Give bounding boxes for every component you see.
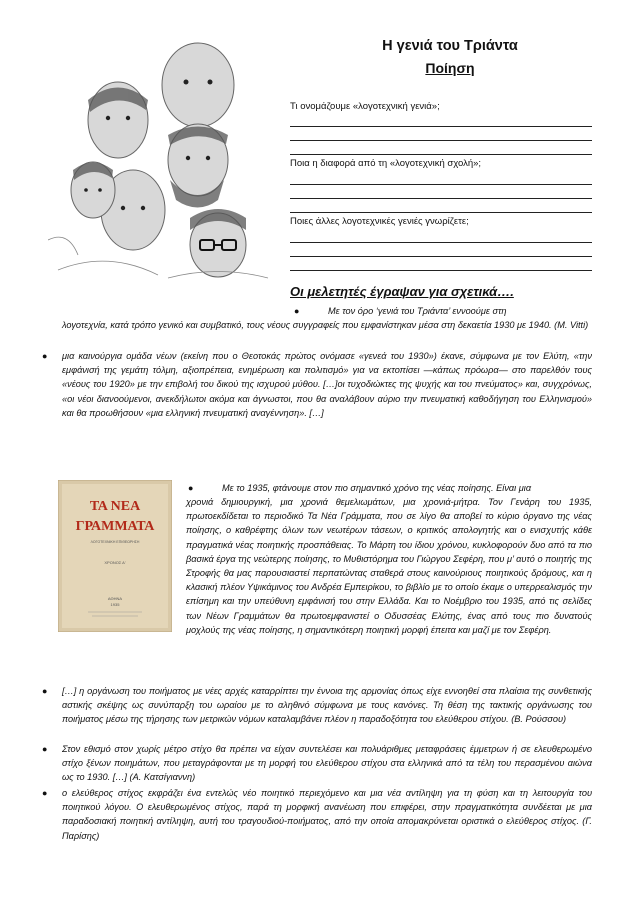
answer-line[interactable] <box>290 212 592 213</box>
quote6-text: ο ελεύθερος στίχος εκφράζει ένα εντελώς νέο ποιητικό περιεχόμενο και μια νέα αντίληψη για τη φύση και τη λειτουργία του ποιητικού λόγου. Ο ελευθερωμένος στίχος, παρά τη μορφική ανανέωση που επιφέρει, στην πραγματικότητα συνδέεται με μια παραδοσιακή ποιητική αντίληψη, αυτή του τραγουδιού-ποιήματος, από την οποία απομακρύνεται οριστικά ο ελεύθερος στίχος. (Γ. Παρίσης) <box>62 788 592 841</box>
answer-line[interactable] <box>290 242 592 243</box>
bullet-icon: ● <box>42 686 48 696</box>
book-city: ΑΘΗΝΑ <box>107 596 123 601</box>
book-volume: ΧΡΟΝΟΣ Α' <box>104 560 126 565</box>
poets-portrait-illustration <box>48 40 280 280</box>
quote1-text: λογοτεχνία, κατά τρόπο γενικό και συμβατικό, τους νέους συγγραφείς που εμφανίστηκαν μέσα στη δεκαετία 1930 με 1940. (M. Vitti) <box>62 320 589 330</box>
bullet-icon: ● <box>294 306 300 316</box>
quote4-text: […] η οργάνωση του ποιήματος με νέες αρχές καταρρίπτει την έννοια της αρμονίας όπως είχε εννοηθεί στα πλαίσια της συνθετικής αστικής σκέψης ως συνύπαρξη του ωραίου με το αληθινό σύμφωνα με τους κανόνες. Τη θέση της τακτικής οργάνωσης του ποιήματος μέσω της τήρησης των μετρικών νόμων καταλαμβάνει πλέον η παραδοξότητα του ελεύθερου στίχου. (Β. Ρούσσου) <box>62 686 592 725</box>
bullet-icon: ● <box>188 483 194 493</box>
book-title-line2: ΓΡΑΜΜΑΤΑ <box>75 519 155 534</box>
page-title: Η γενιά του Τριάντα <box>382 38 518 54</box>
book-subtitle: ΛΟΓΟΤΕΧΝΙΚΗ ΕΠΙΘΕΩΡΗΣΗ <box>90 540 140 544</box>
quote1-first-line: Με τον όρο ‘γενιά του Τριάντα’ εννοούμε στη <box>328 306 507 316</box>
quote5-text: Στον εθισμό στον χωρίς μέτρο στίχο θα πρέπει να είχαν συντελέσει και πολυάριθμες μεταφράσεις έμμετρων ή σε ελευθερωμένο στίχο ξένων ποιημάτων, που μεταγράφονται με τη μορφή του ελεύθερου στίχου στα ελληνικά από τα τέλη του περασμένου αιώνα ως το 1930. […] (Α. Κατσίγιαννη) <box>62 744 592 783</box>
book-cover-image <box>58 480 172 632</box>
answer-line[interactable] <box>290 256 592 257</box>
bullet-icon: ● <box>42 744 48 754</box>
question-3: Ποιες άλλες λογοτεχνικές γενιές γνωρίζετε; <box>290 216 469 227</box>
bullet-icon: ● <box>42 788 48 798</box>
bullet-icon: ● <box>42 351 48 361</box>
quote3-first-line: Με το 1935, φτάνουμε στον πιο σημαντικό χρόνο της νέας ποίησης. Είναι μια <box>222 483 532 493</box>
quote3-text: χρονιά δημιουργική, μια χρονιά θεμελιωμάτων, μια χρονιά-μήτρα. Τον Γενάρη του 1935, πρωτοεκδίδεται το περιοδικό Τα Νέα Γράμματα, που σε λίγο θα αποβεί το κύριο όργανο της νέας ποίησης, ο καθρέφτης όλων των νεωτέρων τάσεων, ο κριτικός απολογητής και ο ενισχυτής κάθε πραγματικά νέας ποιητικής προσπάθειας. Το Μάρτη του ίδιου χρόνου, κυκλοφορούν δυο από τα πιο βασικά έργα της νεώτερης ποίησης, το Μυθιστόρημα του Γιώργου Σεφέρη, που μ’ αυτό ο ποιητής της Στροφής θα μας παρουσιαστεί περπατώντας σταθερά στους καινούριους ποιητικούς δρόμους, και η κλασική πλέον Υψικάμινος του Ανδρέα Εμπειρίκου, το βιβλίο με το οποίο έκαμε ο υπερρεαλισμός την επίσημη και την υπεύθυνη εμφάνισή του στην Ελλάδα. Και το Νοέμβριο του 1935, από τις σελίδες των Νέων Γραμμάτων θα πρωτοεμφανιστεί ο Οδυσσέας Ελύτης, ένας από τους πιο δυνατούς μοχλούς της νέας ποίησης, η σημαντικότερη ποιητική μορφή έπειτα και μαζί με τον Σεφέρη. <box>186 497 592 635</box>
book-title-line1: ΤΑ ΝΕΑ <box>89 499 141 514</box>
book-year: 1935 <box>110 602 120 607</box>
answer-line[interactable] <box>290 154 592 155</box>
page-subtitle: Ποίηση <box>425 60 475 76</box>
question-1: Τι ονομάζουμε «λογοτεχνική γενιά»; <box>290 101 440 112</box>
quote2-text: μια καινούργια ομάδα νέων (εκείνη που ο Θεοτοκάς πρώτος ονόμασε «γενεά του 1930») έκανε, σύμφωνα με τον Ελύτη, «την εμφάνισή της γεμάτη τόλμη, αξιοπρέπεια, ενημέρωση και πολιτισμό» για να εκτοπίσει —κάπως πρόωρα— στο παρελθόν τους «νέους του 1920» με την επιβολή του δικού της ισχυρού μύθου. […]οι τυχοδιώκτες της ψυχής και του πνεύματος» και, συγχρόνως, «οι νέοι διανοούμενοι, ανεκδήλωτοι ακόμα και άγνωστοι, που θα αναλάβουν αύριο την πνευματική καθοδήγηση του Ελληνισμού» και θα προωθήσουν «μια ελληνική πνευματική αναγέννηση». […] <box>62 351 592 418</box>
answer-line[interactable] <box>290 126 592 127</box>
answer-line[interactable] <box>290 198 592 199</box>
question-2: Ποια η διαφορά από τη «λογοτεχνική σχολή»; <box>290 158 482 169</box>
answer-line[interactable] <box>290 184 592 185</box>
section-heading: Οι μελετητές έγραψαν για σχετικά…. <box>290 284 514 299</box>
answer-line[interactable] <box>290 140 592 141</box>
answer-line[interactable] <box>290 270 592 271</box>
